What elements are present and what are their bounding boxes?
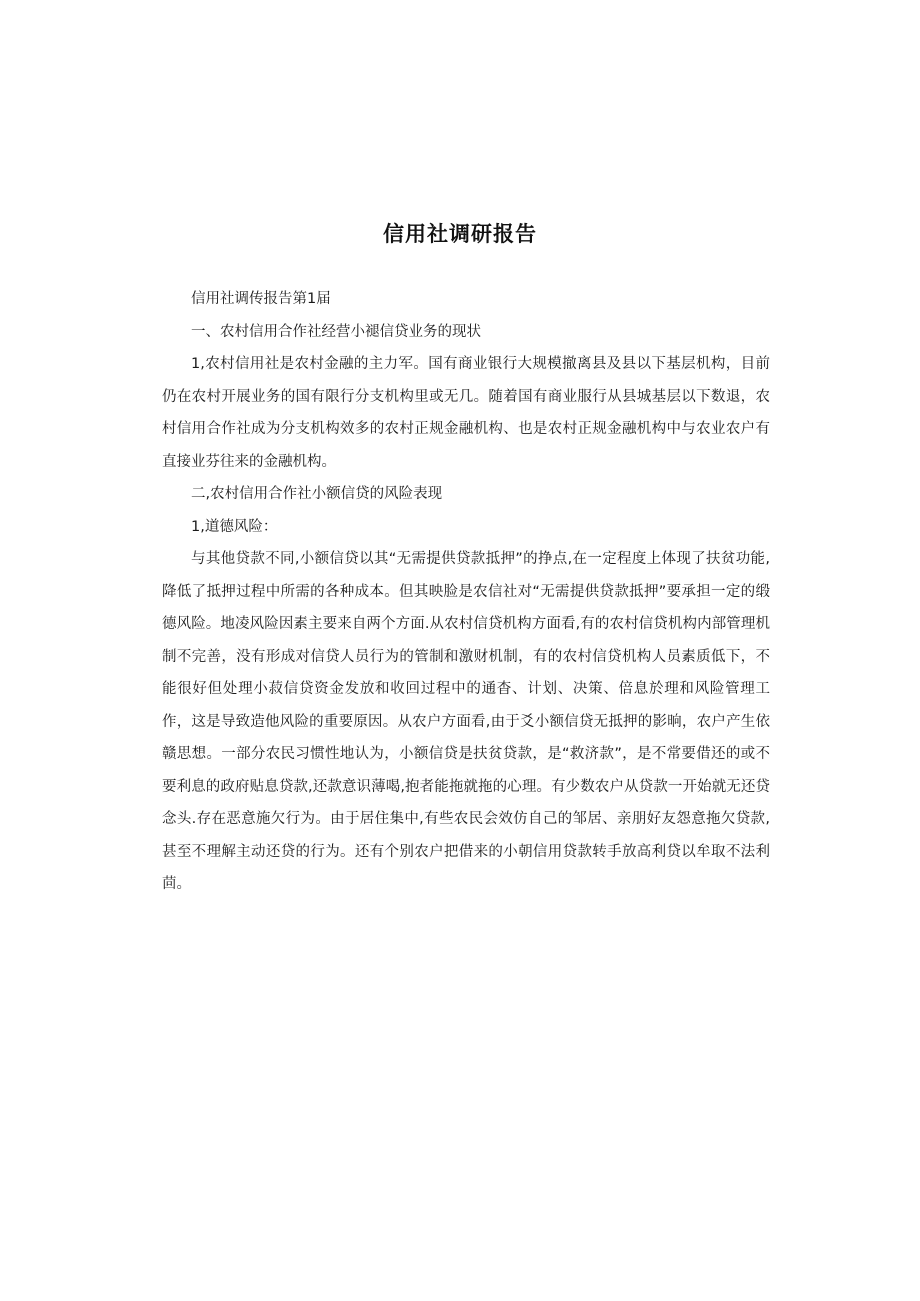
paragraph-subtitle: 信用社调传报告第1届 xyxy=(191,291,331,307)
section-heading-2: 二,农村信用合作社小额信贷的风险表现 xyxy=(191,486,443,502)
paragraph-moral-risk: 与其他贷款不同,小额信贷以其“无需提供贷款抵押”的挣点,在一定程度上体现了扶贫功能,降低了抵押过程中所需的各种成本。但其映脸是农信社对“无需提供贷款抵押”要承担一定的缎德风险。地凌风险因素主要来自两个方面.从农村信贷机构方面看,有的农村信贷机构内部管理机制不完善，没有形成对信贷人员行为的管制和激财机制，有的农村信贷机构人员素质低下，不能很好但处理小菽信贷资金发放和收回过程中的通杳、计划、决策、倍息於理和风险管理工作，这是导致造他风险的重要原因。从农户方面看,由于爻小额信贷无抵押的影晌，农户产生依赣思想。一部分农民习惯性地认为，小额信贷是扶贫贷款，是“救济款”，是不常要借还的或不要利息的政府贴息贷款,还款意识薄喝,抱者能拖就拖的心理。有少数农户从贷款一开始就无还贷念头.存在恶意施欠行为。由于居住集中,有些农民会效仿自己的邹居、亲朋好友怨意拖欠贷款,甚至不理解主动还贷的行为。还有个别农户把借来的小朝信用贷款转手放高利贷以牟取不法利茴。 xyxy=(162,551,770,892)
document-title: 信用社调研报告 xyxy=(383,222,537,246)
paragraph-rural-credit-main-force: 1,农村信用社是农村金融的主力军。国有商业银行大规模撤离县及县以下基层机构，目前仍在农村开展业务的国有限行分支机构里或无几。随着国有商业服行从县城基层以下数退，农村信用合作社成为分支机构效多的农村正规金融机构、也是农村正规金融机构中与农业农户有直接业芬往来的金融机构。 xyxy=(162,356,770,470)
section-heading-1: 一、农村信用合作社经营小褪信贷业务的现状 xyxy=(191,323,481,340)
subsection-heading-moral-risk: 1,道德风险： xyxy=(191,518,278,535)
document-body xyxy=(162,283,770,901)
